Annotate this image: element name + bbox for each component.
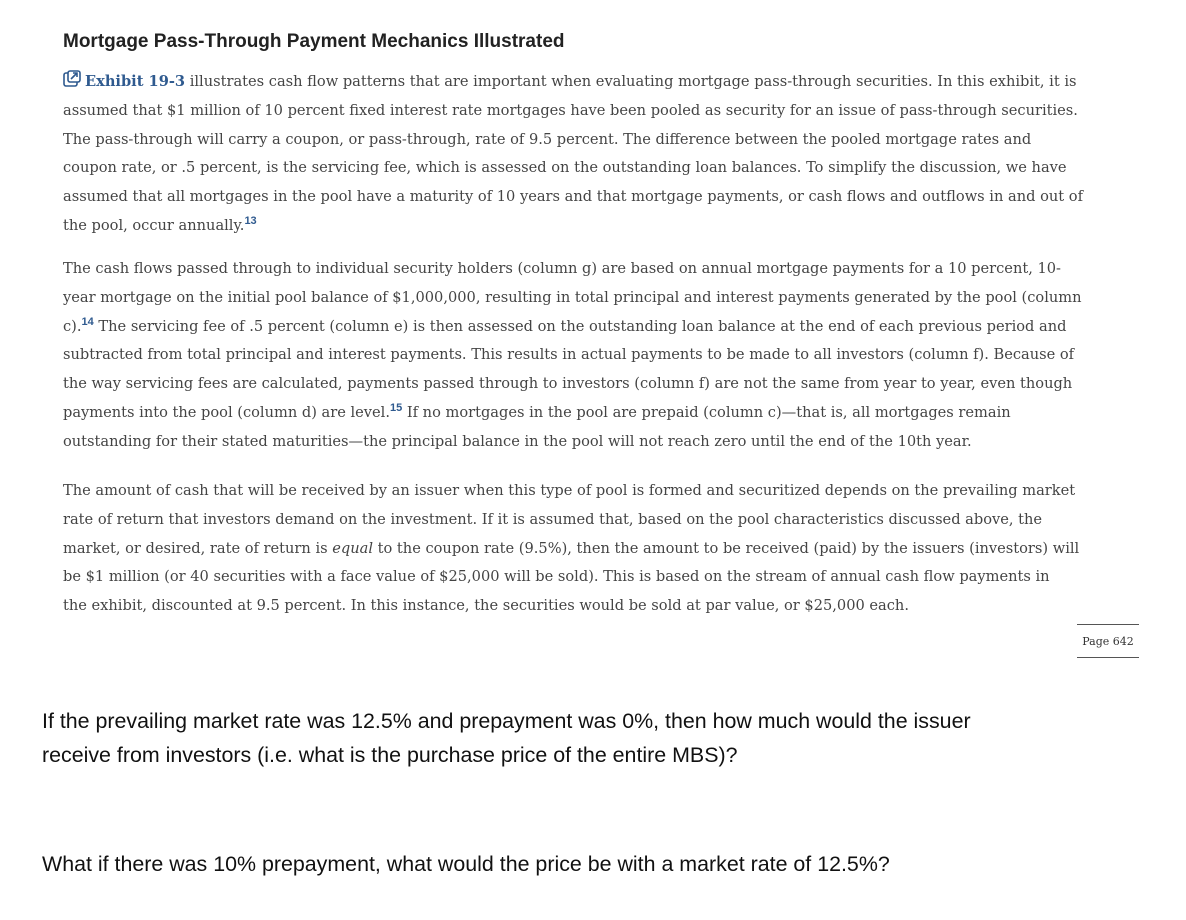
paragraph-line: market, or desired, rate of return is equal to the coupon rate (9.5%), then the amount to be received (paid) by the issuers (investors) will: [63, 539, 1080, 557]
paragraph-line: assumed that all mortgages in the pool have a maturity of 10 years and that mortgage payments, or cash flows and outflows in and out of: [63, 188, 1083, 206]
paragraph-line: the exhibit, discounted at 9.5 percent. In this instance, the securities would be sold at par value, or $25,000 each.: [63, 597, 909, 615]
footnote-ref-15[interactable]: 15: [389, 402, 403, 415]
paragraph-line: outstanding for their stated maturities—the principal balance in the pool will not reach zero until the end of the 10th year.: [63, 432, 972, 450]
section-title: Mortgage Pass-Through Payment Mechanics Illustrated: [63, 31, 565, 52]
paragraph-line: The pass-through will carry a coupon, or pass-through, rate of 9.5 percent. The difference between the pooled mortgage rates and: [63, 130, 1032, 148]
paragraph-line: The cash flows passed through to individual security holders (column g) are based on annual mortgage payments for a 10 percent, 10-: [63, 260, 1061, 277]
paragraph-line: assumed that $1 million of 10 percent fixed interest rate mortgages have been pooled as security for an issue of pass-through securities.: [63, 101, 1078, 119]
paragraph-line: the way servicing fees are calculated, payments passed through to investors (column f) are not the same from year to year, even though: [63, 375, 1073, 393]
question-line: If the prevailing market rate was 12.5% and prepayment was 0%, then how much would the issuer: [42, 709, 971, 733]
popout-icon: [63, 70, 81, 88]
paragraph-line: c).$^{14}$ The servicing fee of .5 percent (column e) is then assessed on the outstanding loan balance at the end of each previous period and: [63, 315, 1067, 335]
page-number-label: Page 642: [1077, 624, 1139, 658]
paragraph-line: payments into the pool (column d) are level.$^{15}$ If no mortgages in the pool are prepaid (column c)—that is, all mortgages remain: [63, 402, 1011, 421]
paragraph-line: coupon rate, or .5 percent, is the servicing fee, which is assessed on the outstanding loan balances. To simplify the discussion, we have: [63, 159, 1067, 177]
footnote-ref-14[interactable]: 14: [81, 315, 94, 328]
footnote-ref-13[interactable]: 13: [244, 215, 257, 228]
paragraph-exhibit-intro: [63, 68, 1145, 241]
exhibit-label: Exhibit 19-3: [85, 73, 186, 90]
paragraph-line: year mortgage on the initial pool balance of $1,000,000, resulting in total principal and interest payments generated by the pool (column: [63, 288, 1082, 306]
emphasis-equal: equal: [332, 539, 373, 557]
paragraph-line: rate of return that investors demand on the investment. If it is assumed that, based on the pool characteristics discussed above, the: [63, 510, 1043, 528]
paragraph-line: Exhibit 19-3 illustrates cash flow patterns that are important when evaluating mortgage pass-through securities. In this exhibit, it is: [63, 68, 1145, 97]
question-2: [42, 847, 890, 881]
question-1: [42, 704, 971, 772]
question-line: What if there was 10% prepayment, what would the price be with a market rate of 12.5%?: [42, 852, 890, 876]
paragraph-line: be $1 million (or 40 securities with a face value of $25,000 will be sold). This is based on the stream of annual cash flow payments in: [63, 568, 1050, 586]
paragraph-issuer-receipts: [63, 477, 1145, 621]
paragraph-line: The amount of cash that will be received by an issuer when this type of pool is formed and securitized depends on the prevailing market: [63, 482, 1076, 499]
question-line: receive from investors (i.e. what is the purchase price of the entire MBS)?: [42, 743, 738, 767]
exhibit-link[interactable]: [63, 73, 185, 90]
paragraph-line: the pool, occur annually.$^{13}$: [63, 215, 257, 234]
paragraph-cash-flows: [63, 255, 1145, 457]
paragraph-line: subtracted from total principal and interest payments. This results in actual payments to be made to all investors (column f). Because of: [63, 346, 1075, 364]
